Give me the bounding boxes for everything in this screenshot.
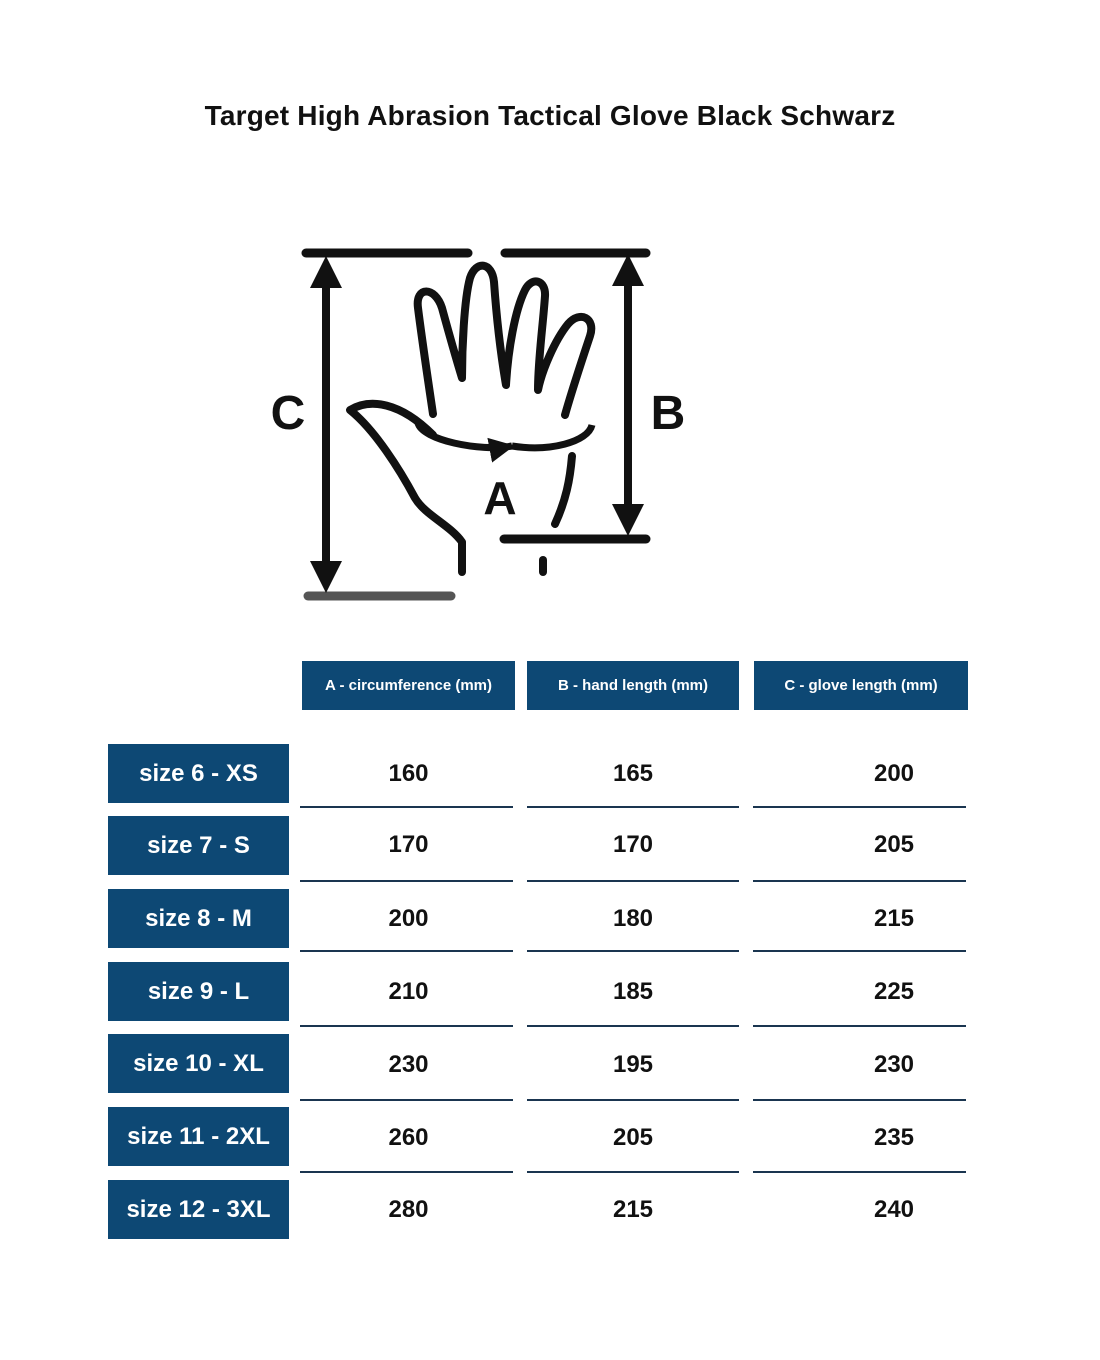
table-cell: 205	[873, 831, 915, 858]
table-cell: 225	[873, 978, 915, 1005]
table-cell: 200	[873, 760, 915, 787]
table-cell: 240	[873, 1196, 915, 1223]
row-divider	[753, 1025, 966, 1027]
table-cell: 230	[388, 1051, 429, 1078]
label-c: C	[270, 387, 306, 440]
table-cell: 180	[612, 905, 654, 932]
page-title: Target High Abrasion Tactical Glove Black Schwarz	[204, 100, 896, 131]
row-divider	[527, 1099, 739, 1101]
column-header-glove-length: C - glove length (mm)	[754, 661, 968, 710]
hand-diagram-svg	[250, 230, 730, 620]
row-divider	[300, 950, 513, 952]
table-cell: 260	[388, 1124, 429, 1151]
table-cell: 170	[388, 831, 429, 858]
row-divider	[527, 1171, 739, 1173]
row-divider	[300, 1099, 513, 1101]
row-divider	[753, 806, 966, 808]
arrow-icon	[418, 423, 512, 448]
column-header-hand-length: B - hand length (mm)	[527, 661, 739, 710]
circumference-arc	[512, 425, 592, 448]
table-cell: 165	[612, 760, 654, 787]
row-divider	[527, 806, 739, 808]
row-label-size-l: size 9 - L	[108, 962, 289, 1021]
table-cell: 200	[388, 905, 429, 932]
row-divider	[300, 1171, 513, 1173]
row-divider	[753, 1171, 966, 1173]
row-label-size-s: size 7 - S	[108, 816, 289, 875]
table-cell: 195	[612, 1051, 654, 1078]
row-label-size-xs: size 6 - XS	[108, 744, 289, 803]
table-cell: 185	[612, 978, 654, 1005]
row-label-size-2xl: size 11 - 2XL	[108, 1107, 289, 1166]
hand-icon	[350, 266, 591, 572]
row-divider	[753, 950, 966, 952]
row-label-size-3xl: size 12 - 3XL	[108, 1180, 289, 1239]
table-cell: 215	[873, 905, 915, 932]
row-divider	[527, 950, 739, 952]
table-cell: 160	[388, 760, 429, 787]
hand-measurement-diagram	[250, 230, 730, 620]
row-divider	[753, 880, 966, 882]
table-cell: 170	[612, 831, 654, 858]
row-divider	[753, 1099, 966, 1101]
row-divider	[527, 1025, 739, 1027]
table-cell: 280	[388, 1196, 429, 1223]
table-cell: 235	[873, 1124, 915, 1151]
row-divider	[300, 880, 513, 882]
label-b: B	[650, 387, 686, 440]
row-label-size-xl: size 10 - XL	[108, 1034, 289, 1093]
table-cell: 210	[388, 978, 429, 1005]
column-header-circumference: A - circumference (mm)	[302, 661, 515, 710]
table-cell: 230	[873, 1051, 915, 1078]
row-divider	[300, 1025, 513, 1027]
row-label-size-m: size 8 - M	[108, 889, 289, 948]
table-cell: 215	[612, 1196, 654, 1223]
table-cell: 205	[612, 1124, 654, 1151]
label-a: A	[483, 472, 517, 524]
row-divider	[527, 880, 739, 882]
row-divider	[300, 806, 513, 808]
